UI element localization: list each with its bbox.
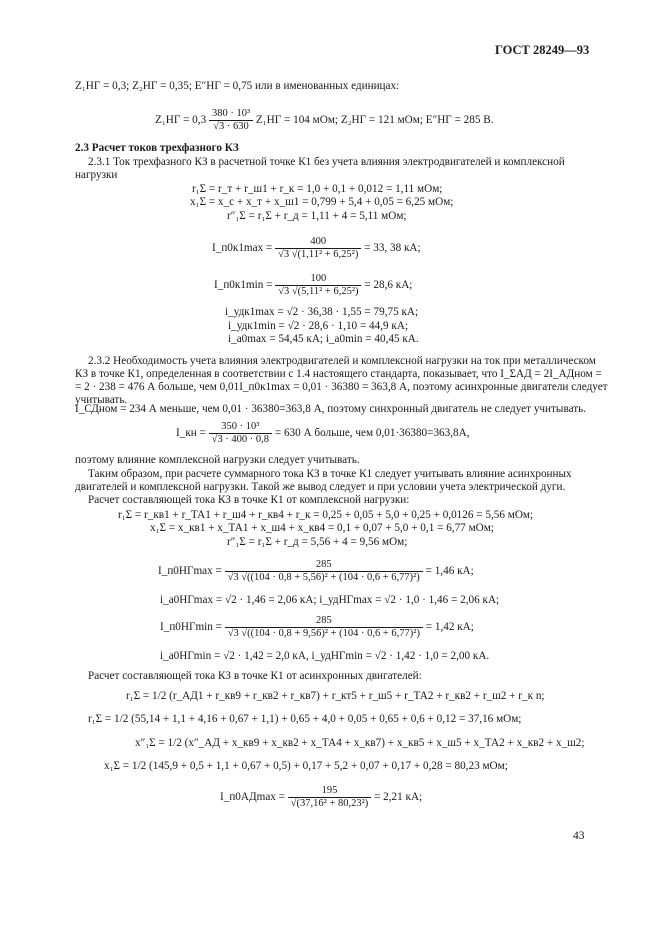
equation-line: i_а0max = 54,45 кА; i_а0min = 40,45 кА. (228, 333, 419, 345)
paragraph-line: 2.3.1 Ток трехфазного КЗ в расчетной точке К1 без учета влияния электродвигателей и комплексной (88, 156, 565, 168)
ingmin-formula (160, 615, 474, 640)
x1s-value-expression: (145,9 + 0,5 + 1,1 + 0,67 + 0,5) + 0,17 + 5,2 + 0,07 + 0,17 + 0,28 = 80,23 мОм; (149, 760, 508, 772)
ik1max-formula (212, 236, 421, 261)
ingmax-value: = 1,46 кА; (425, 565, 474, 578)
ingmin-fraction (225, 615, 423, 640)
ik1min-value: = 28,6 кА; (364, 279, 413, 292)
page-number: 43 (573, 830, 585, 842)
x1s-value-label: x₁Σ = 1/2 (104, 760, 147, 772)
paragraph-line: Таким образом, при расчете суммарного тока КЗ в точке К1 следует учитывать влияние асинхронных (88, 468, 572, 480)
paragraph-line: двигателей и комплексной нагрузки. Такой же вывод следует и при условии учета электрической дуги. (75, 481, 566, 493)
ingmin-value: = 1,42 кА; (425, 621, 474, 634)
equation-line: i_удк1min = √2 · 28,6 · 1,10 = 44,9 кА; (228, 320, 409, 332)
equation-line: i_а0НГmin = √2 · 1,42 = 2,0 кА, i_удНГmin = √2 · 1,42 · 1,0 = 2,00 кА. (160, 650, 490, 662)
z-pu-line: Z₁НГ = 0,3; Z₂НГ = 0,35; E″НГ = 0,75 или в именованных единицах: (75, 80, 400, 92)
ingmax-fraction (225, 559, 423, 584)
r1s-value-formula (88, 713, 521, 726)
z-values: Z₁НГ = 104 мОм; Z₂НГ = 121 мОм; E″НГ = 285 В. (255, 114, 494, 127)
paragraph-line: поэтому влияние комплексной нагрузки следует учитывать. (75, 454, 360, 466)
ikn-fraction (209, 421, 272, 446)
r1s-value-expression: (55,14 + 1,1 + 4,16 + 0,67 + 1,1) + 0,65 + 4,0 + 0,05 + 0,65 + 0,6 + 0,12 = 37,16 мОм; (131, 713, 522, 725)
ikn-label: I_кн = (176, 427, 206, 440)
x1s-expression: (x″_АД + x_кв9 + x_кв2 + x_ТА4 + x_кв7) + x_кв5 + x_ш5 + x_ТА2 + x_кв2 + x_ш2; (184, 737, 585, 749)
ik1min-formula (214, 273, 412, 298)
z1-label: Z₁НГ = 0,3 (155, 114, 207, 127)
ingmax-numerator: 285 (225, 559, 423, 572)
x1s-label: x″₁Σ = 1/2 (135, 737, 182, 749)
paragraph-line: Расчет составляющей тока КЗ в точке К1 от комплексной нагрузки: (88, 494, 410, 506)
z1-denominator: √3 · 630 (213, 121, 249, 132)
paragraph-line: нагрузки (75, 169, 118, 181)
ikn-formula (176, 421, 470, 446)
equation-line: r″₁Σ = r₁Σ + r_д = 5,56 + 4 = 9,56 мОм; (227, 536, 408, 548)
paragraph-line: КЗ в точке К1, определенная в соответствии с 1.4 настоящего стандарта, показывает, что I_ΣАД = 2I_АДном = (75, 368, 602, 380)
r1s-formula (126, 690, 545, 703)
standard-header: ГОСТ 28249—93 (495, 43, 590, 57)
x1s-value-formula (104, 760, 508, 773)
ik1min-label: I_п0к1min = (214, 279, 273, 292)
ingmin-denominator: √3 √((104 · 0,8 + 9,56)² + (104 · 0,6 + 6,77)²) (227, 628, 420, 639)
ingmin-label: I_п0НГmin = (160, 621, 222, 634)
z1-fraction (209, 108, 253, 133)
paragraph-line: 2.3.2 Необходимость учета влияния электродвигателей и комплексной нагрузки на ток при металлическом (88, 355, 596, 367)
iad-value: = 2,21 кА; (374, 791, 423, 804)
ik1max-numerator: 400 (275, 236, 361, 249)
ik1min-fraction (275, 273, 361, 298)
paragraph-line: = 2 · 238 = 476 А больше, чем 0,01I_п0к1max = 0,01 · 36380 = 363,8 А, поэтому асинхронные двигатели следует (75, 381, 608, 393)
ingmin-numerator: 285 (225, 615, 423, 628)
z1-formula (155, 108, 494, 133)
r1s-value-label: r₁Σ = 1/2 (88, 713, 129, 725)
z1-numerator: 380 · 10³ (209, 108, 253, 121)
section-heading: 2.3 Расчет токов трехфазного КЗ (75, 142, 239, 154)
ingmax-denominator: √3 √((104 · 0,8 + 5,56)² + (104 · 0,6 + 6,77)²) (227, 572, 420, 583)
ik1min-numerator: 100 (275, 273, 361, 286)
x1s-formula (135, 737, 584, 750)
ik1max-label: I_п0к1max = (212, 242, 273, 255)
equation-line: i_а0НГmax = √2 · 1,46 = 2,06 кА; i_удНГmax = √2 · 1,0 · 1,46 = 2,06 кА; (160, 594, 500, 606)
equation-line: r₁Σ = r_т + r_ш1 + r_к = 1,0 + 0,1 + 0,012 = 1,11 мОм; (192, 183, 443, 195)
r1s-label: r₁Σ = 1/2 (126, 690, 167, 702)
ikn-value: = 630 А больше, чем 0,01·36380=363,8А, (274, 427, 470, 440)
iad-label: I_п0АДmax = (220, 791, 285, 804)
iad-numerator: 195 (288, 785, 371, 798)
ik1max-denominator: √3 √(1,11² + 6,25²) (278, 249, 359, 260)
ik1max-fraction (275, 236, 361, 261)
equation-line: i_удк1max = √2 · 36,38 · 1,55 = 79,75 кА; (225, 306, 419, 318)
equation-line: r₁Σ = r_кв1 + r_ТА1 + r_ш4 + r_кв4 + r_к = 0,25 + 0,05 + 5,0 + 0,25 + 0,0126 = 5,56 мОм; (118, 509, 534, 521)
ikn-denominator: √3 · 400 · 0,8 (211, 434, 270, 445)
equation-line: x₁Σ = x_с + x_т + x_ш1 = 0,799 + 5,4 + 0,05 = 6,25 мОм; (190, 196, 454, 208)
equation-line: r″₁Σ = r₁Σ + r_д = 1,11 + 4 = 5,11 мОм; (227, 210, 407, 222)
equation-line: x₁Σ = x_кв1 + x_ТА1 + x_ш4 + x_кв4 = 0,1 + 0,07 + 5,0 + 0,1 = 6,77 мОм; (150, 522, 494, 534)
ik1max-value: = 33, 38 кА; (364, 242, 421, 255)
r1s-expression: (r_АД1 + r_кв9 + r_кв2 + r_кв7) + r_кт5 + r_ш5 + r_ТА2 + r_кв2 + r_ш2 + r_к n; (169, 690, 545, 702)
paragraph-line: I_СДном = 234 А меньше, чем 0,01 · 36380=363,8 А, поэтому синхронный двигатель не следует учитывать. (75, 403, 587, 415)
ik1min-denominator: √3 √(5,11² + 6,25²) (278, 286, 359, 297)
iad-fraction (288, 785, 371, 810)
paragraph-line: учитывать. (75, 394, 128, 406)
ikn-numerator: 350 · 10³ (209, 421, 272, 434)
iad-denominator: √(37,16² + 80,23²) (290, 798, 369, 809)
ingmax-label: I_п0НГmax = (158, 565, 222, 578)
iad-formula (220, 785, 422, 810)
ingmax-formula (158, 559, 474, 584)
paragraph-line: Расчет составляющей тока КЗ в точке К1 от асинхронных двигателей: (88, 670, 422, 682)
